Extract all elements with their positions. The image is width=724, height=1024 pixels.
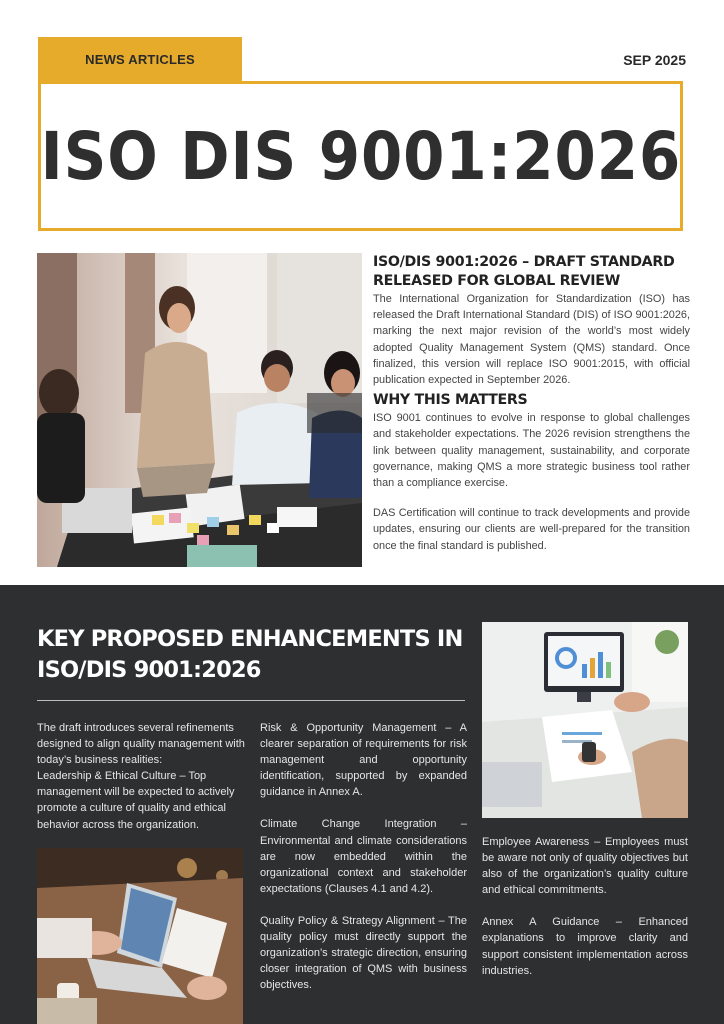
issue-date: SEP 2025 (623, 52, 686, 68)
team-meeting-photo (37, 253, 362, 567)
enhancements-column-3 (482, 834, 688, 979)
enhancement-item: Leadership & Ethical Culture – Top management will be expected to actively promote a culture of quality and ethical behavior across the organization. (37, 770, 235, 831)
why-heading: WHY THIS MATTERS (373, 392, 528, 409)
why-body: ISO 9001 continues to evolve in response to global challenges and stakeholder expectations. The 2026 revision strengthens the link between quality management, sustainability, and corporate governance, making QMS a more strategic business tool rather than a compliance exercise. (373, 412, 690, 490)
title-box (38, 81, 683, 231)
enhancements-column-1 (37, 720, 245, 833)
laptop-desk-photo (37, 848, 243, 1024)
enhancement-item: Quality Policy & Strategy Alignment – The quality policy must directly support the organization’s strategic direction, ensuring closer integration of QMS with business objectives. (260, 914, 467, 992)
enhancement-item: Risk & Opportunity Management – A clearer separation of requirements for risk management and opportunity identification, supported by expanded guidance in Annex A. (260, 722, 467, 799)
page-title: ISO DIS 9001:2026 (40, 117, 681, 195)
enhancements-column-2 (260, 720, 467, 993)
article-heading: ISO/DIS 9001:2026 – DRAFT STANDARD RELEASED FOR GLOBAL REVIEW (373, 254, 675, 289)
das-note: DAS Certification will continue to track developments and provide updates, ensuring our clients are well-prepared for the transition once the final standard is published. (373, 507, 690, 552)
category-tag: NEWS ARTICLES (38, 37, 242, 81)
enhancements-intro: The draft introduces several refinements designed to align quality management with today’s business realities: (37, 722, 245, 767)
dashboard-review-photo (482, 622, 688, 818)
article-intro: The International Organization for Standardization (ISO) has released the Draft International Standard (DIS) of ISO 9001:2026, marking the next major revision of the world’s most widely adopted Quality Management System (QMS) standard. Once finalized, this version will replace ISO 9001:2015, with official publication expected in September 2026. (373, 293, 690, 387)
enhancement-item: Employee Awareness – Employees must be aware not only of quality objectives but also of the organization’s quality culture and ethical commitments. (482, 836, 688, 897)
divider (37, 700, 465, 701)
enhancement-item: Climate Change Integration – Environmental and climate considerations are now embedded within the organizational context and stakeholder expectations (Clauses 4.1 and 4.2). (260, 818, 467, 895)
article (373, 253, 690, 554)
enhancements-heading: KEY PROPOSED ENHANCEMENTS IN ISO/DIS 9001:2026 (37, 626, 463, 683)
enhancement-item: Annex A Guidance – Enhanced explanations to improve clarity and support consistent implementation across industries. (482, 916, 688, 977)
